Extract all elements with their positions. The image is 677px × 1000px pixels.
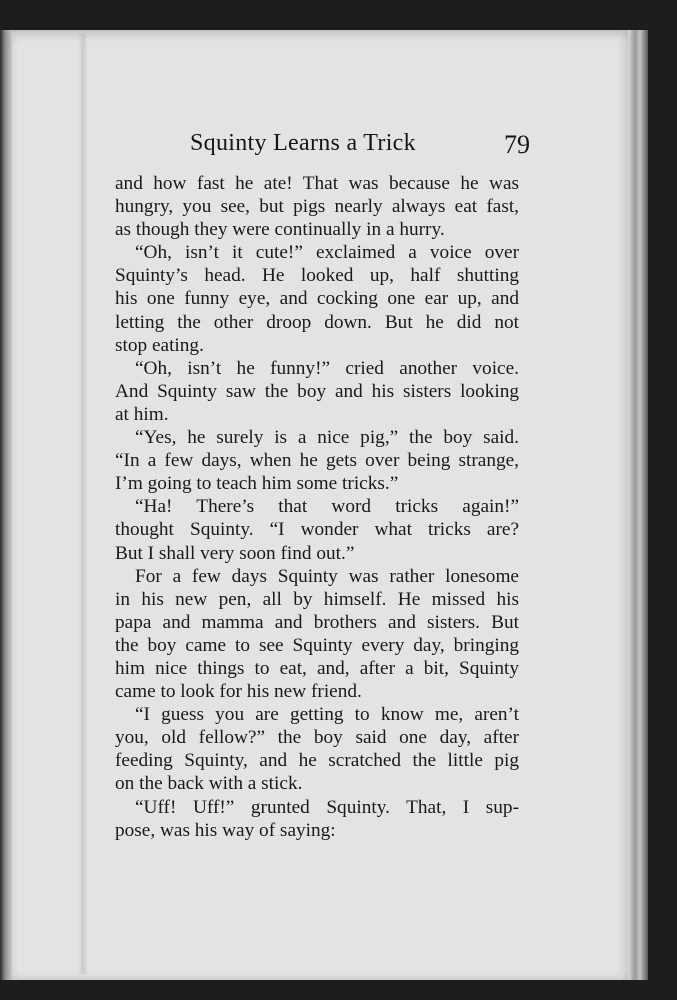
text-line: and how fast he ate! That was because he was xyxy=(115,173,519,194)
page-number: 79 xyxy=(504,130,530,159)
running-title: Squinty Learns a Trick xyxy=(190,130,416,156)
text-line: And Squinty saw the boy and his sisters looking xyxy=(115,380,519,402)
text-line: on the back with a stick. xyxy=(115,773,303,795)
text-line: feeding Squinty, and he scratched the little pig xyxy=(115,750,519,772)
text-line: him nice things to eat, and, after a bit, Squinty xyxy=(115,657,519,679)
text-line: “Ha! There’s that word tricks again!” xyxy=(135,496,519,518)
text-line: pose, was his way of saying: xyxy=(115,819,336,841)
text-line: I’m going to teach him some tricks.” xyxy=(115,473,399,495)
text-line: But I shall very soon find out.” xyxy=(115,542,355,564)
text-line: Squinty’s head. He looked up, half shutting xyxy=(115,265,519,287)
text-line: in his new pen, all by himself. He missed his xyxy=(115,588,519,610)
text-line: “I guess you are getting to know me, aren’t xyxy=(135,704,519,726)
page-crease xyxy=(78,34,88,974)
text-line: For a few days Squinty was rather lonesome xyxy=(135,565,519,587)
text-line: at him. xyxy=(115,403,169,425)
text-line: “Uff! Uff!” grunted Squinty. That, I sup- xyxy=(135,796,519,818)
text-line: “Oh, isn’t it cute!” exclaimed a voice over xyxy=(135,242,519,264)
text-line: his one funny eye, and cocking one ear up, and xyxy=(115,288,519,310)
text-line: hungry, you see, but pigs nearly always eat fast, xyxy=(115,196,519,218)
page-header xyxy=(190,130,530,166)
text-line: “Oh, isn’t he funny!” cried another voice. xyxy=(135,357,519,379)
page-stack-edge xyxy=(628,30,648,980)
text-line: “Yes, he surely is a nice pig,” the boy said. xyxy=(135,427,519,449)
body-text xyxy=(115,172,519,842)
text-line: the boy came to see Squinty every day, bringing xyxy=(115,634,519,656)
text-line: stop eating. xyxy=(115,334,204,356)
previous-page-edge xyxy=(0,30,12,980)
text-line: papa and mamma and brothers and sisters. But xyxy=(115,611,519,633)
text-line: letting the other droop down. But he did not xyxy=(115,311,519,333)
text-line: came to look for his new friend. xyxy=(115,681,362,703)
text-line: thought Squinty. “I wonder what tricks are? xyxy=(115,519,519,541)
text-line: you, old fellow?” the boy said one day, after xyxy=(115,727,519,749)
text-line: “In a few days, when he gets over being strange, xyxy=(115,450,519,472)
text-line: as though they were continually in a hurry. xyxy=(115,219,445,241)
